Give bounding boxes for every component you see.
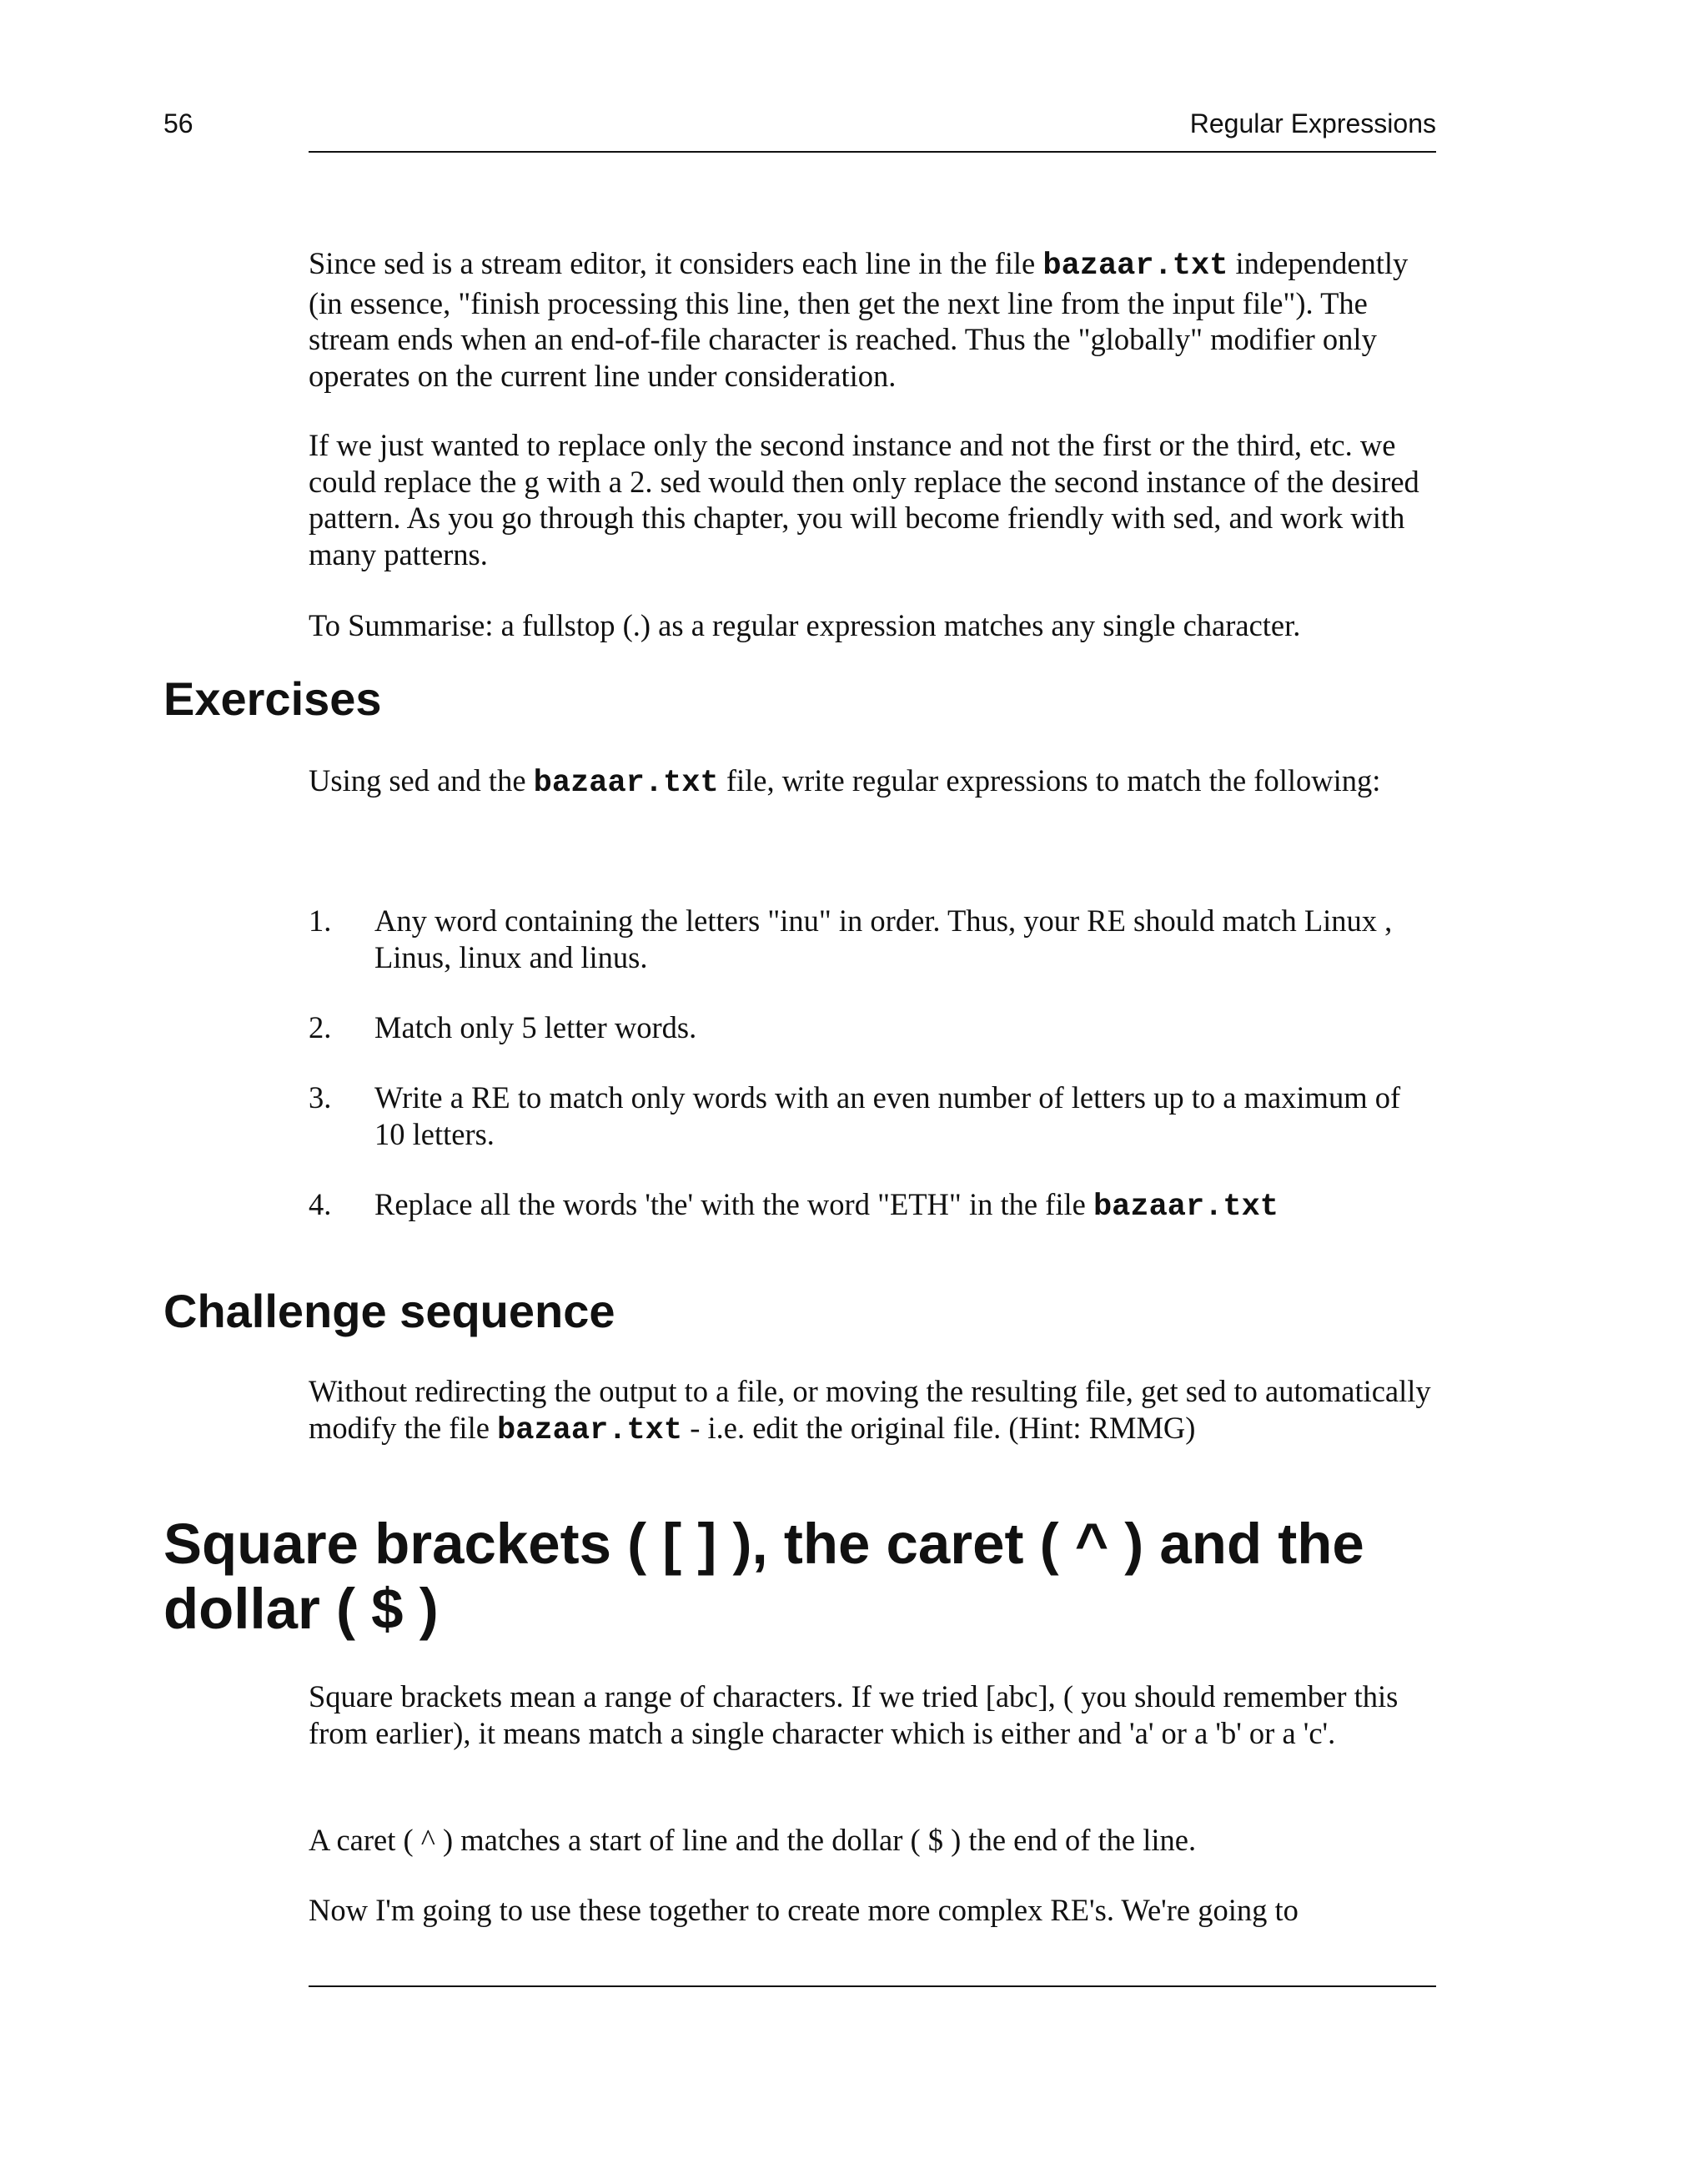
running-head-title: Regular Expressions	[1189, 108, 1436, 138]
exercise-text: Any word containing the letters "inu" in order. Thus, your RE should match Linux , Linus, linux and linus.	[374, 903, 1393, 974]
exercise-text: Replace all the words 'the' with the word "ETH" in the file bazaar.txt	[374, 1187, 1278, 1225]
inline-code-filename: bazaar.txt	[533, 766, 719, 801]
exercise-number: 3.	[309, 1080, 332, 1115]
exercises-intro: Using sed and the bazaar.txt file, write regular expressions to match the following:	[309, 763, 1381, 801]
exercise-text: Match only 5 letter words.	[374, 1010, 697, 1044]
intro-paragraph-1: Since sed is a stream editor, it considers each line in the file bazaar.txt independently (in essence, "finish processing this line, then get the next line from the input file"). The stream ends when an end-of-file character is reached. Thus the "globally" modifier only operates on the current line under consideration.	[309, 246, 1409, 393]
summary-paragraph: To Summarise: a fullstop (.) as a regular expression matches any single character.	[309, 608, 1301, 642]
header-rule	[309, 151, 1436, 153]
section-paragraph-3: Now I'm going to use these together to create more complex RE's. We're going to	[309, 1893, 1299, 1927]
inline-code-filename: bazaar.txt	[1093, 1190, 1278, 1225]
footer-rule	[309, 1985, 1436, 1987]
intro-paragraph-2: If we just wanted to replace only the second instance and not the first or the third, etc. we could replace the g with a 2. sed would then only replace the second instance of the desired pattern. As you go through this chapter, you will become friendly with sed, and work with many patterns.	[309, 428, 1419, 571]
inline-code-filename: bazaar.txt	[497, 1412, 683, 1448]
exercise-number: 4.	[309, 1187, 332, 1221]
challenge-heading: Challenge sequence	[163, 1285, 615, 1337]
page-number: 56	[163, 108, 193, 138]
inline-code-filename: bazaar.txt	[1042, 249, 1228, 284]
challenge-paragraph: Without redirecting the output to a file, or moving the resulting file, get sed to automatically modify the file bazaar.txt - i.e. edit the original file. (Hint: RMMG)	[309, 1374, 1431, 1448]
exercise-text: Write a RE to match only words with an even number of letters up to a maximum of 10 letters.	[374, 1080, 1401, 1151]
section-paragraph-1: Square brackets mean a range of characters. If we tried [abc], ( you should remember this from earlier), it means match a single character which is either and 'a' or a 'b' or a 'c'.	[309, 1679, 1399, 1750]
exercises-heading: Exercises	[163, 672, 382, 725]
exercise-number: 2.	[309, 1010, 332, 1044]
exercise-number: 1.	[309, 903, 332, 938]
section-heading: Square brackets ( [ ] ), the caret ( ^ ) and the dollar ( $ )	[163, 1512, 1364, 1641]
section-paragraph-2: A caret ( ^ ) matches a start of line and the dollar ( $ ) the end of the line.	[309, 1823, 1197, 1857]
